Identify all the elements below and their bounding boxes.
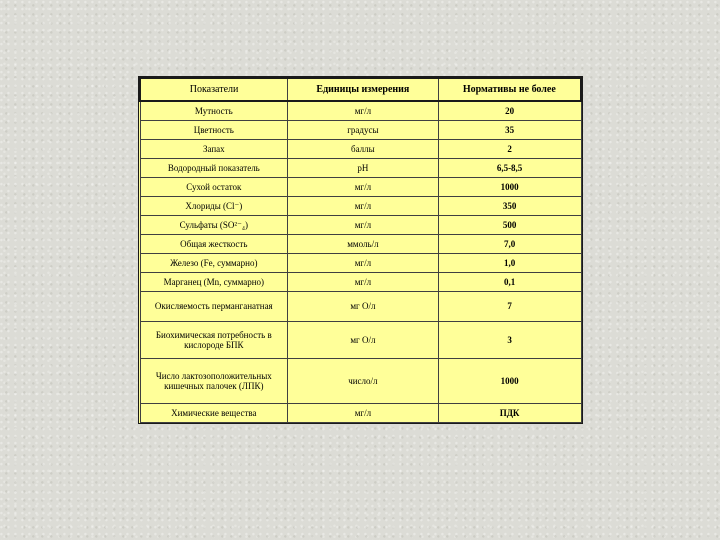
row-unit: мг/л: [288, 101, 438, 120]
row-unit: мг/л: [288, 272, 438, 291]
row-indicator: Число лактозоположительных кишечных палочек (ЛПК): [140, 358, 288, 403]
row-unit: градусы: [288, 120, 438, 139]
row-norm: 20: [438, 101, 581, 120]
row-indicator: Биохимическая потребность в кислороде БПК: [140, 321, 288, 358]
row-unit: число/л: [288, 358, 438, 403]
table-row: [140, 358, 581, 403]
row-unit: мг О/л: [288, 291, 438, 321]
row-norm: 1,0: [438, 253, 581, 272]
row-norm: 500: [438, 215, 581, 234]
row-norm: 35: [438, 120, 581, 139]
table-row: [140, 291, 581, 321]
table-row: [140, 120, 581, 139]
row-norm: 7: [438, 291, 581, 321]
row-indicator: Сульфаты (SO²⁻₄): [140, 215, 288, 234]
row-norm: 2: [438, 139, 581, 158]
row-norm: 350: [438, 196, 581, 215]
table-row: [140, 101, 581, 120]
row-indicator: Сухой остаток: [140, 177, 288, 196]
row-unit: мг О/л: [288, 321, 438, 358]
table-row: [140, 403, 581, 422]
table-row: [140, 215, 581, 234]
row-unit: мг/л: [288, 177, 438, 196]
row-indicator: Хлориды (Cl⁻): [140, 196, 288, 215]
row-unit: мг/л: [288, 215, 438, 234]
row-unit: мг/л: [288, 196, 438, 215]
row-norm: ПДК: [438, 403, 581, 422]
row-indicator: Цветность: [140, 120, 288, 139]
row-indicator: Марганец (Mn, суммарно): [140, 272, 288, 291]
row-indicator: Общая жесткость: [140, 234, 288, 253]
row-unit: ммоль/л: [288, 234, 438, 253]
table-row: [140, 321, 581, 358]
row-norm: 1000: [438, 177, 581, 196]
header-indicators: Показатели: [140, 78, 288, 101]
row-norm: 1000: [438, 358, 581, 403]
header-norms: Нормативы не более: [438, 78, 581, 101]
table-row: [140, 196, 581, 215]
row-indicator: Железо (Fe, суммарно): [140, 253, 288, 272]
row-unit: pH: [288, 158, 438, 177]
table-row: [140, 253, 581, 272]
row-norm: 3: [438, 321, 581, 358]
table-row: [140, 272, 581, 291]
row-indicator: Мутность: [140, 101, 288, 120]
row-indicator: Запах: [140, 139, 288, 158]
row-norm: 6,5-8,5: [438, 158, 581, 177]
row-norm: 7,0: [438, 234, 581, 253]
water-norms-table: [139, 77, 582, 423]
row-indicator: Окисляемость перманганатная: [140, 291, 288, 321]
table-row: [140, 234, 581, 253]
row-unit: баллы: [288, 139, 438, 158]
table-row: [140, 158, 581, 177]
header-units: Единицы измерения: [288, 78, 438, 101]
table-row: [140, 177, 581, 196]
row-norm: 0,1: [438, 272, 581, 291]
table-header-row: [140, 78, 581, 101]
row-indicator: Химические вещества: [140, 403, 288, 422]
row-indicator: Водородный показатель: [140, 158, 288, 177]
row-unit: мг/л: [288, 403, 438, 422]
row-unit: мг/л: [288, 253, 438, 272]
table-row: [140, 139, 581, 158]
